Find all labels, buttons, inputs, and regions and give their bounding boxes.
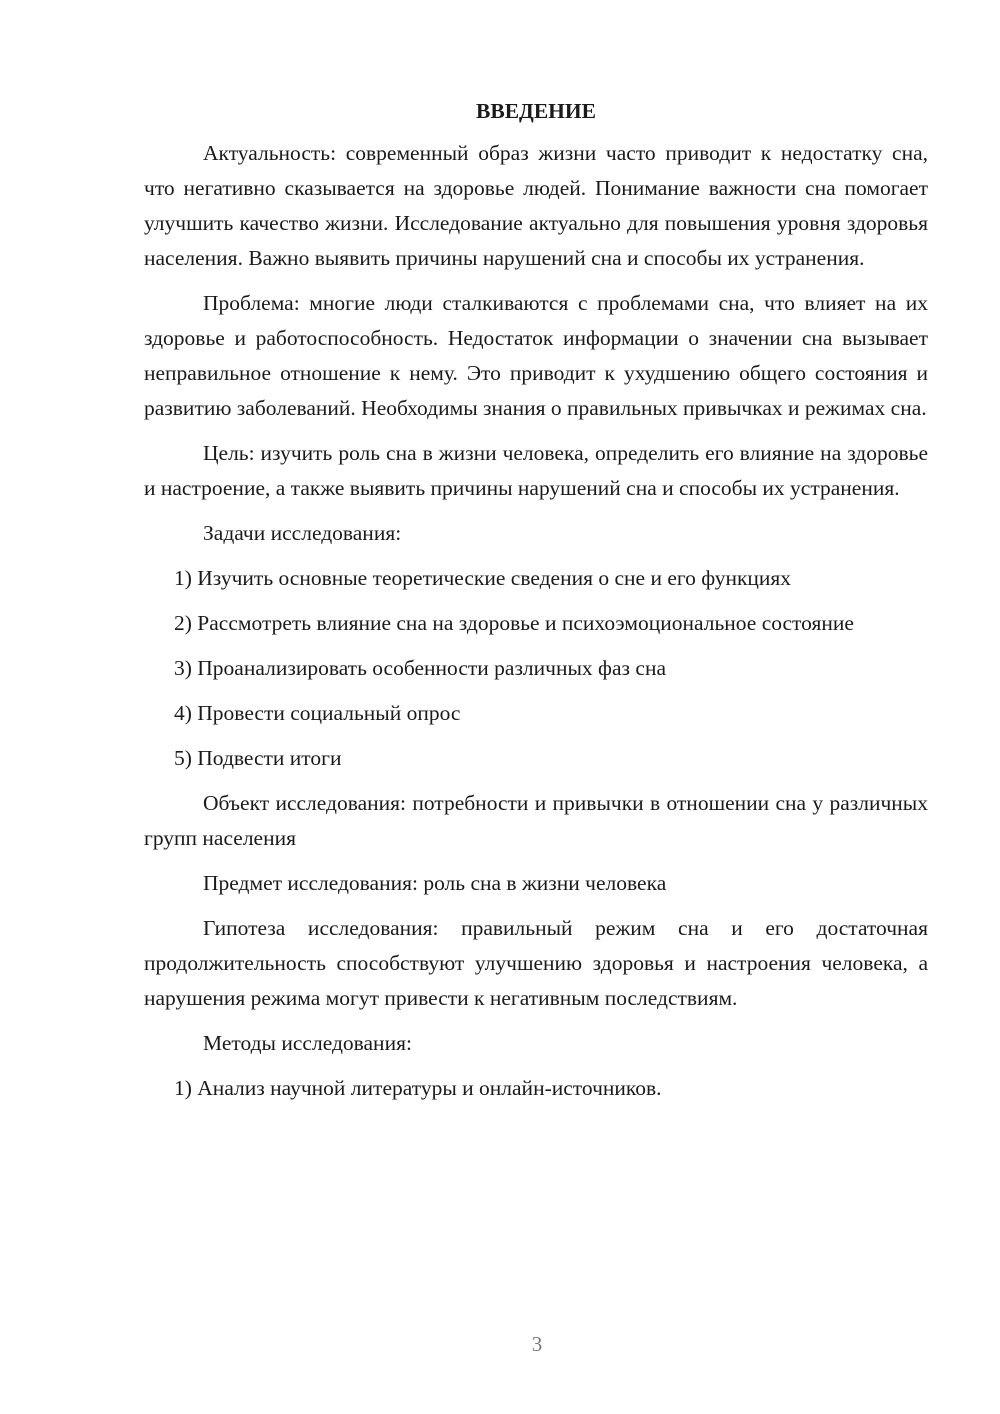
goal-paragraph: Цель: изучить роль сна в жизни человека, определить его влияние на здоровье и настроение, а также выявить причины нарушений сна и способы их устранения. bbox=[144, 441, 928, 500]
object-paragraph: Объект исследования: потребности и привычки в отношении сна у различных групп населения bbox=[144, 791, 928, 850]
task-item: 3) Проанализировать особенности различных фаз сна bbox=[174, 656, 666, 680]
subject-paragraph: Предмет исследования: роль сна в жизни человека bbox=[203, 871, 667, 895]
methods-heading: Методы исследования: bbox=[203, 1031, 412, 1055]
task-item: 5) Подвести итоги bbox=[174, 746, 342, 770]
hypothesis-paragraph: Гипотеза исследования: правильный режим сна и его достаточная продолжительность способствуют улучшению здоровья и настроения человека, а нарушения режима могут привести к негативным последствиям. bbox=[144, 916, 928, 1010]
document-page bbox=[144, 96, 928, 1116]
task-item: 2) Рассмотреть влияние сна на здоровье и психоэмоциональное состояние bbox=[174, 611, 854, 635]
section-title: ВВЕДЕНИЕ bbox=[476, 99, 596, 123]
method-item: 1) Анализ научной литературы и онлайн-источников. bbox=[174, 1076, 662, 1100]
tasks-heading: Задачи исследования: bbox=[203, 521, 402, 545]
relevance-paragraph: Актуальность: современный образ жизни часто приводит к недостатку сна, что негативно сказывается на здоровье людей. Понимание важности сна помогает улучшить качество жизни. Исследование актуально для повышения уровня здоровья населения. Важно выявить причины нарушений сна и способы их устранения. bbox=[144, 141, 928, 270]
task-item: 1) Изучить основные теоретические сведения о сне и его функциях bbox=[174, 566, 792, 590]
problem-paragraph: Проблема: многие люди сталкиваются с проблемами сна, что влияет на их здоровье и работоспособность. Недостаток информации о значении сна вызывает неправильное отношение к нему. Это приводит к ухудшению общего состояния и развитию заболеваний. Необходимы знания о правильных привычках и режимах сна. bbox=[144, 291, 928, 420]
page-number: 3 bbox=[531, 1332, 543, 1356]
task-item: 4) Провести социальный опрос bbox=[174, 701, 461, 725]
